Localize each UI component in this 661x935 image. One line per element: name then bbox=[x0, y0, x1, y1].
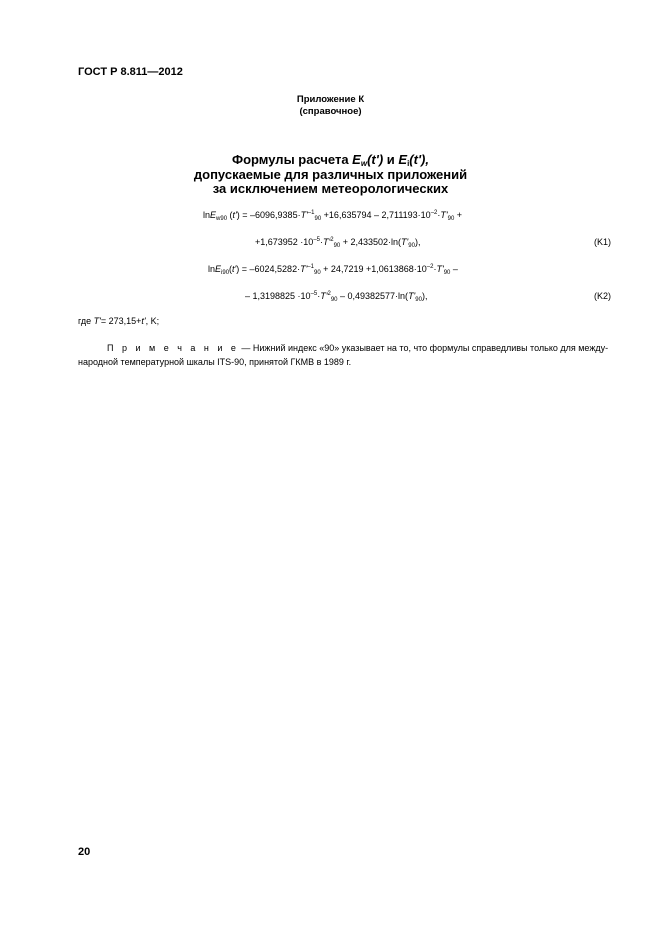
f1-ln: ln bbox=[203, 210, 211, 220]
f1l2-coef: +1,673952 ·10 bbox=[255, 237, 314, 247]
f2-minus: – bbox=[450, 264, 458, 274]
title-ei: E bbox=[398, 152, 408, 167]
f1-dot: · bbox=[437, 210, 441, 220]
f1-coef1: ) = –6096,9385· bbox=[236, 210, 301, 220]
f2l2-exp: –5 bbox=[310, 291, 318, 297]
f2-ln: ln bbox=[208, 264, 216, 274]
equation-number-k1: (K1) bbox=[594, 237, 612, 247]
f2l2-close: ), bbox=[421, 291, 428, 301]
f1-e: E bbox=[210, 210, 217, 220]
formula-k2-line-1 bbox=[208, 264, 458, 274]
f2l2-T-sub: 90 bbox=[330, 297, 338, 303]
f1-T2-sub: 90 bbox=[447, 216, 455, 222]
equation-number-k2: (K2) bbox=[594, 291, 612, 301]
f2-T2-sub: 90 bbox=[443, 270, 451, 276]
f2-T1-sup: –1 bbox=[307, 264, 314, 270]
formula-k1-line-1 bbox=[203, 210, 462, 220]
where-word: где bbox=[78, 316, 94, 326]
appendix-label: Приложение К bbox=[296, 94, 365, 105]
title-ew-sub: w bbox=[360, 159, 368, 168]
f1l2-exp: –5 bbox=[313, 237, 320, 243]
title-line-2: допускаемые для различных приложений bbox=[193, 167, 468, 182]
f2l2-ln: – 0,49382577·ln( bbox=[337, 291, 409, 301]
f1l2-close: ), bbox=[414, 237, 421, 247]
f1-T1: T' bbox=[300, 210, 308, 220]
f2-T2: T' bbox=[436, 264, 444, 274]
note-paragraph bbox=[78, 341, 614, 369]
document-header: ГОСТ Р 8.811—2012 bbox=[78, 66, 183, 78]
f2-e: E bbox=[215, 264, 222, 274]
f1l2-dot: · bbox=[320, 237, 323, 247]
f1l2-T: T' bbox=[323, 237, 331, 247]
where-unit: , K; bbox=[145, 316, 160, 326]
f2-coef2: + 24,7219 +1,0613868·10 bbox=[320, 264, 427, 274]
f1-T2: T' bbox=[440, 210, 448, 220]
f1-plus: + bbox=[454, 210, 463, 220]
page-number: 20 bbox=[78, 846, 91, 858]
f1l2-ln: + 2,433502·ln( bbox=[340, 237, 402, 247]
f1l2-T3: T' bbox=[401, 237, 409, 247]
where-clause bbox=[78, 316, 159, 326]
f2-coef1: ) = –6024,5282· bbox=[236, 264, 301, 274]
f1-T1-sup: –1 bbox=[307, 210, 315, 216]
f2l2-T: T' bbox=[320, 291, 328, 301]
f2l2-coef: – 1,3198825 ·10 bbox=[245, 291, 311, 301]
title-ei-sub: i bbox=[407, 159, 410, 168]
f1-exp1: –2 bbox=[430, 210, 438, 216]
where-T: T' bbox=[93, 316, 101, 326]
page-title bbox=[0, 153, 661, 167]
title-text: Формулы расчета bbox=[232, 152, 353, 167]
f2-T1-sub: 90 bbox=[313, 270, 321, 276]
title-and: и bbox=[383, 152, 399, 167]
where-t: t' bbox=[141, 316, 146, 326]
appendix-kind: (справочное) bbox=[299, 106, 362, 117]
f1-T1-sub: 90 bbox=[314, 216, 322, 222]
f1l2-T-sub: 90 bbox=[333, 243, 341, 249]
f1-coef2: +16,635794 – 2,711193·10 bbox=[321, 210, 431, 220]
title-line-3: за исключением метеорологических bbox=[212, 181, 449, 196]
formula-k2-line-2 bbox=[245, 291, 427, 301]
f1l2-T-sup: 2 bbox=[330, 237, 334, 243]
f2l2-T3: T' bbox=[408, 291, 416, 301]
f2l2-T-sup: 2 bbox=[327, 291, 331, 297]
f1l2-T3-sub: 90 bbox=[408, 243, 415, 249]
f2-dot: · bbox=[433, 264, 437, 274]
note-label: П р и м е ч а н и е bbox=[107, 343, 239, 353]
f2-open: ( bbox=[229, 264, 233, 274]
formula-k1-line-2 bbox=[255, 237, 420, 247]
f2-T1: T' bbox=[300, 264, 308, 274]
f2l2-dot: · bbox=[317, 291, 321, 301]
note-text: — Нижний индекс «90» указывает на то, что формулы справедливы только для между-народной температурной шкалы ITS-90, принятой ГКМВ в 1989 г. bbox=[78, 343, 609, 367]
title-ew-arg: (t') bbox=[367, 152, 384, 167]
f2-e-sub: i90 bbox=[221, 270, 230, 276]
f1-open: ( bbox=[227, 210, 233, 220]
f2-t: t' bbox=[232, 264, 237, 274]
f1-e-sub: w90 bbox=[216, 216, 228, 222]
title-ew: E bbox=[352, 152, 361, 167]
f1-t: t' bbox=[232, 210, 237, 220]
f2l2-T3-sub: 90 bbox=[415, 297, 422, 303]
f2-exp1: –2 bbox=[426, 264, 434, 270]
title-ei-arg: (t'), bbox=[409, 152, 429, 167]
where-eq: = 273,15+ bbox=[100, 316, 142, 326]
